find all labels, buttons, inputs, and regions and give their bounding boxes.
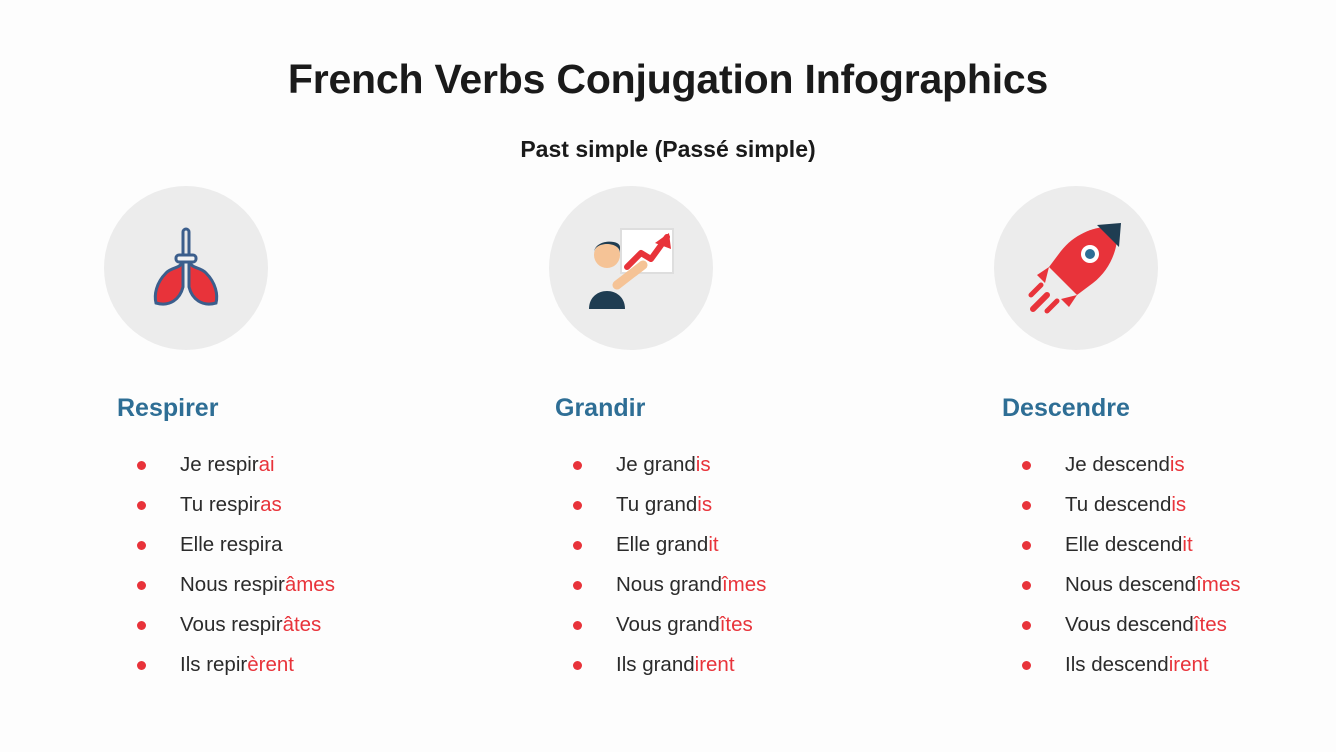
conjugation-ending: it [1182, 533, 1193, 556]
bullet-icon [1022, 501, 1031, 510]
conjugation-ending: it [708, 533, 719, 556]
conjugation-ending: is [697, 493, 713, 516]
conjugation-ending: irent [694, 653, 735, 676]
page-subtitle: Past simple (Passé simple) [520, 136, 816, 162]
verb-title: Grandir [555, 394, 646, 422]
bullet-icon [573, 461, 582, 470]
bullet-icon [137, 621, 146, 630]
list-item [573, 645, 766, 685]
conjugation-ending: âtes [282, 613, 322, 636]
conjugation-stem: Tu respir [180, 493, 261, 516]
icon-wrap [0, 186, 445, 350]
verb-column-descendre [890, 186, 1335, 685]
conjugation-ending: îmes [721, 573, 767, 596]
conjugation-stem: Elle respira [180, 533, 283, 556]
bullet-icon [1022, 581, 1031, 590]
bullet-icon [137, 581, 146, 590]
list-item [137, 645, 335, 685]
conjugation-stem: Je respir [180, 453, 259, 476]
verb-column-grandir [445, 186, 890, 685]
conjugation-stem: Vous descend [1065, 613, 1194, 636]
lungs-icon [104, 186, 268, 350]
bullet-icon [1022, 541, 1031, 550]
conjugation-ending: as [260, 493, 282, 516]
list-item [573, 565, 766, 605]
verb-column-respirer [0, 186, 445, 685]
conjugation-stem: Je descend [1065, 453, 1170, 476]
conjugation-list [573, 445, 766, 685]
conjugation-ending: irent [1168, 653, 1209, 676]
bullet-icon [1022, 461, 1031, 470]
list-item [137, 565, 335, 605]
bullet-icon [1022, 621, 1031, 630]
list-item [1022, 485, 1241, 525]
bullet-icon [573, 581, 582, 590]
conjugation-ending: îtes [719, 613, 753, 636]
bullet-icon [137, 541, 146, 550]
bullet-icon [137, 461, 146, 470]
growth-chart-person-icon [549, 186, 713, 350]
list-item [1022, 605, 1241, 645]
list-item [137, 485, 335, 525]
conjugation-stem: Tu descend [1065, 493, 1172, 516]
bullet-icon [573, 621, 582, 630]
icon-wrap [890, 186, 1335, 350]
verb-title: Descendre [1002, 394, 1130, 422]
bullet-icon [573, 501, 582, 510]
list-item [1022, 445, 1241, 485]
list-item [1022, 565, 1241, 605]
list-item [573, 525, 766, 565]
rocket-icon [994, 186, 1158, 350]
conjugation-stem: Nous grand [616, 573, 722, 596]
list-item [137, 525, 335, 565]
conjugation-ending: îmes [1196, 573, 1241, 596]
list-item [573, 485, 766, 525]
conjugation-ending: âmes [284, 573, 335, 596]
conjugation-stem: Nous descend [1065, 573, 1197, 596]
columns-container [0, 186, 1336, 685]
conjugation-list [137, 445, 335, 685]
conjugation-stem: Elle descend [1065, 533, 1183, 556]
conjugation-stem: Vous respir [180, 613, 283, 636]
conjugation-stem: Elle grand [616, 533, 709, 556]
conjugation-stem: Ils grand [616, 653, 695, 676]
list-item [137, 605, 335, 645]
list-item [573, 445, 766, 485]
bullet-icon [137, 661, 146, 670]
conjugation-ending: îtes [1193, 613, 1227, 636]
icon-wrap [445, 186, 890, 350]
conjugation-ending: is [1171, 493, 1187, 516]
bullet-icon [573, 541, 582, 550]
conjugation-ending: èrent [247, 653, 294, 676]
list-item [137, 445, 335, 485]
conjugation-stem: Je grand [616, 453, 696, 476]
conjugation-ending: ai [258, 453, 275, 476]
bullet-icon [137, 501, 146, 510]
conjugation-ending: is [695, 453, 711, 476]
bullet-icon [1022, 661, 1031, 670]
list-item [1022, 645, 1241, 685]
conjugation-stem: Vous grand [616, 613, 720, 636]
conjugation-stem: Tu grand [616, 493, 698, 516]
conjugation-stem: Ils descend [1065, 653, 1169, 676]
bullet-icon [573, 661, 582, 670]
conjugation-stem: Ils repir [180, 653, 248, 676]
list-item [1022, 525, 1241, 565]
page-title: French Verbs Conjugation Infographics [287, 56, 1049, 102]
verb-title: Respirer [117, 394, 219, 422]
conjugation-ending: is [1169, 453, 1185, 476]
conjugation-list [1022, 445, 1241, 685]
conjugation-stem: Nous respir [180, 573, 285, 596]
list-item [573, 605, 766, 645]
